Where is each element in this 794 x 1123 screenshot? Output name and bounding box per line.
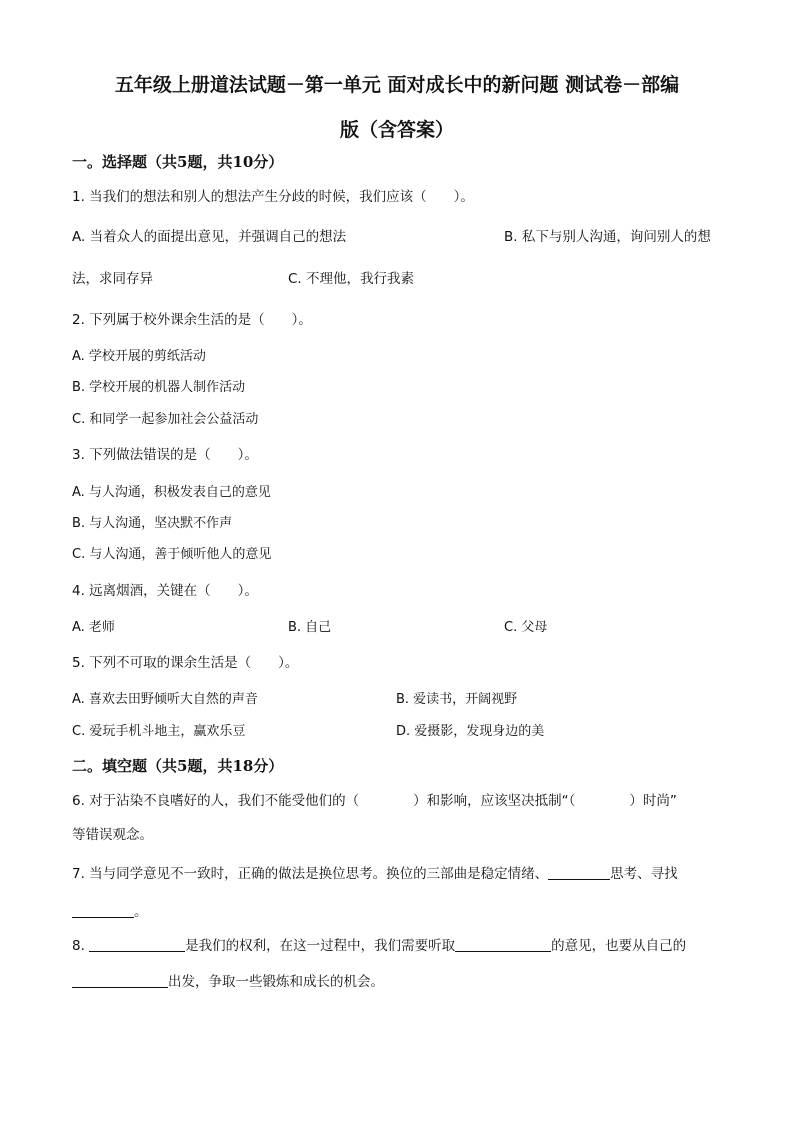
question-4-stem: 4. 远离烟酒，关键在（ ）。 [72, 583, 258, 599]
question-8-line1 [72, 938, 686, 954]
question-8-number: 8. [72, 938, 90, 954]
question-2-option-b: B. 学校开展的机器人制作活动 [72, 380, 246, 395]
question-6-line1: 6. 对于沾染不良嗜好的人，我们不能受他们的（ ）和影响，应该坚决抵制“（ ）时尚” [72, 793, 677, 809]
doc-title-line1: 五年级上册道法试题－第一单元 面对成长中的新问题 测试卷－部编 [114, 74, 680, 96]
answer-blank[interactable] [72, 904, 134, 918]
question-7-text-b: 思考、寻找 [610, 866, 678, 882]
question-7-text-c: 。 [134, 904, 148, 920]
question-5-option-a: A. 喜欢去田野倾听大自然的声音 [72, 692, 258, 707]
question-3-stem: 3. 下列做法错误的是（ ）。 [72, 447, 258, 463]
question-1-option-b-cont: 法，求同存异 [72, 271, 153, 287]
section-heading-choice: 一。选择题（共5题，共10分） [72, 153, 284, 171]
question-1-option-a: A. 当着众人的面提出意见，并强调自己的想法 [72, 229, 347, 245]
answer-blank[interactable] [548, 866, 610, 880]
question-4-option-b: B. 自己 [288, 620, 332, 635]
question-1-option-c: C. 不理他，我行我素 [288, 271, 415, 287]
question-7-line2 [72, 904, 148, 920]
question-2-option-a: A. 学校开展的剪纸活动 [72, 349, 206, 364]
answer-blank[interactable] [455, 938, 551, 952]
question-3-option-b: B. 与人沟通，坚决默不作声 [72, 516, 233, 531]
question-3-option-c: C. 与人沟通，善于倾听他人的意见 [72, 547, 272, 562]
question-8-line2 [72, 974, 384, 990]
question-4-option-a: A. 老师 [72, 620, 115, 635]
question-6-line2: 等错误观念。 [72, 827, 153, 843]
question-7-text-a: 7. 当与同学意见不一致时，正确的做法是换位思考。换位的三部曲是稳定情绪、 [72, 866, 549, 882]
question-2-stem: 2. 下列属于校外课余生活的是（ ）。 [72, 312, 312, 328]
question-5-option-c: C. 爱玩手机斗地主，赢欢乐豆 [72, 724, 246, 739]
question-2-option-c: C. 和同学一起参加社会公益活动 [72, 412, 259, 427]
doc-title-line2: 版（含答案） [339, 119, 454, 141]
question-1-option-b: B. 私下与别人沟通，询问别人的想 [504, 229, 711, 245]
question-4-option-c: C. 父母 [504, 620, 548, 635]
question-8-text-c: 出发，争取一些锻炼和成长的机会。 [168, 974, 384, 990]
question-8-text-b: 的意见，也要从自己的 [551, 938, 687, 954]
question-3-option-a: A. 与人沟通，积极发表自己的意见 [72, 485, 271, 500]
question-8-text-a: 是我们的权利，在这一过程中，我们需要听取 [185, 938, 456, 954]
question-5-option-b: B. 爱读书，开阔视野 [396, 692, 518, 707]
answer-blank[interactable] [89, 938, 185, 952]
question-7-line1 [72, 866, 678, 882]
question-1-stem: 1. 当我们的想法和别人的想法产生分歧的时候，我们应该（ ）。 [72, 189, 474, 205]
question-5-option-d: D. 爱摄影，发现身边的美 [396, 724, 545, 739]
section-heading-fill-in: 二。填空题（共5题，共18分） [72, 757, 284, 775]
answer-blank[interactable] [72, 974, 168, 988]
question-5-stem: 5. 下列不可取的课余生活是（ ）。 [72, 655, 299, 671]
